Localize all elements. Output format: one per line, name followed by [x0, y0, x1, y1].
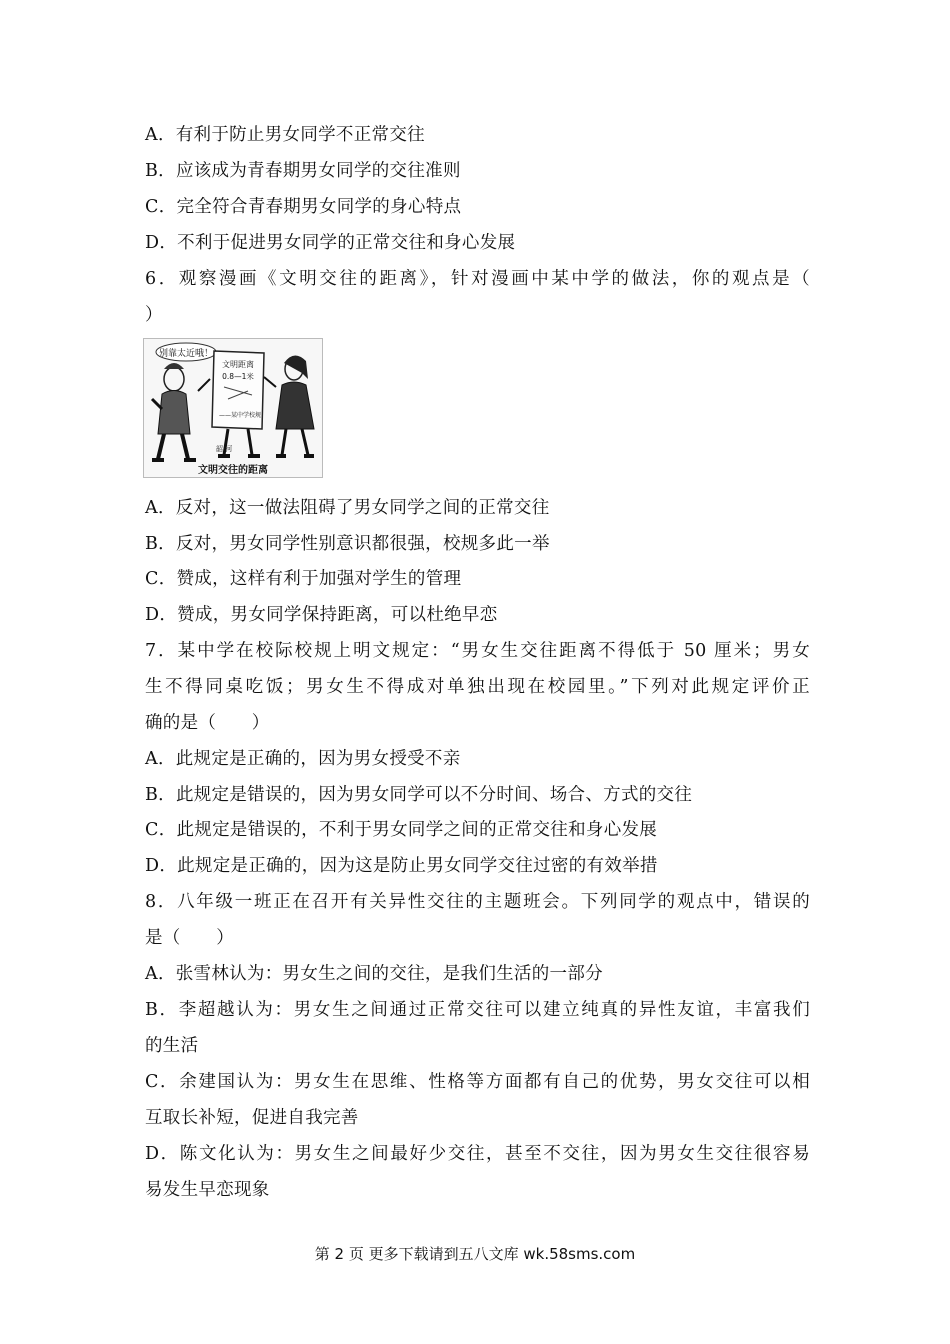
option-6c: C．赞成，这样有利于加强对学生的管理	[145, 569, 462, 589]
cartoon-image	[143, 338, 323, 478]
option-8d-cont: 易发生早恋现象	[145, 1180, 270, 1200]
page-footer: 第 2 页 更多下载请到五八文库 wk.58sms.com	[314, 1245, 636, 1263]
option-8b-cont: 的生活	[145, 1036, 199, 1056]
sign-title: 文明距离	[222, 360, 254, 369]
option-7b: B．此规定是错误的，因为男女同学可以不分时间、场合、方式的交往	[145, 785, 693, 805]
option-5b: B．应该成为青春期男女同学的交往准则	[145, 161, 461, 181]
option-8b: B．李超越认为：男女生之间通过正常交往可以建立纯真的异性友谊，丰富我们	[145, 1000, 810, 1020]
option-8c-cont: 互取长补短，促进自我完善	[145, 1108, 359, 1128]
question-8: 8．八年级一班正在召开有关异性交往的主题班会。下列同学的观点中，错误的	[145, 892, 810, 912]
question-6-cont: ）	[145, 305, 163, 325]
option-8d: D．陈文化认为：男女生之间最好少交往，甚至不交往，因为男女生交往很容易	[145, 1144, 810, 1164]
question-6: 6．观察漫画《文明交往的距离》，针对漫画中某中学的做法，你的观点是（	[145, 269, 810, 289]
speech-text: 别靠太近哦！	[158, 349, 214, 359]
option-8c: C．余建国认为：男女生在思维、性格等方面都有自己的优势，男女交往可以相	[145, 1072, 810, 1092]
option-7c: C．此规定是错误的，不利于男女同学之间的正常交往和身心发展	[145, 820, 658, 840]
question-7-cont-2: 确的是（ ）	[145, 713, 270, 733]
option-5d: D．不利于促进男女同学的正常交往和身心发展	[145, 233, 516, 253]
option-6a: A．反对，这一做法阻碍了男女同学之间的正常交往	[145, 498, 550, 518]
sign-footer: ——某中学校规	[218, 412, 262, 419]
question-7-cont-1: 生不得同桌吃饭；男女生不得成对单独出现在校园里。”下列对此规定评价正	[145, 677, 810, 697]
option-6d: D．赞成，男女同学保持距离，可以杜绝早恋	[145, 605, 498, 625]
option-7d: D．此规定是正确的，因为这是防止男女同学交往过密的有效举措	[145, 856, 658, 876]
option-5a: A．有利于防止男女同学不正常交往	[145, 125, 425, 145]
cartoon-caption: 文明交往的距离	[198, 465, 268, 476]
option-7a: A．此规定是正确的，因为男女授受不亲	[145, 749, 461, 769]
sign-value: 0.8—1米	[222, 372, 254, 381]
question-8-cont: 是（ ）	[145, 928, 234, 948]
question-7: 7．某中学在校际校规上明文规定：“男女生交往距离不得低于 50 厘米；男女	[145, 641, 810, 661]
option-6b: B．反对，男女同学性别意识都很强，校规多此一举	[145, 534, 550, 554]
signature-text: 韶·河	[216, 445, 233, 453]
option-8a: A．张雪林认为：男女生之间的交往，是我们生活的一部分	[145, 964, 603, 984]
option-5c: C．完全符合青春期男女同学的身心特点	[145, 197, 462, 217]
